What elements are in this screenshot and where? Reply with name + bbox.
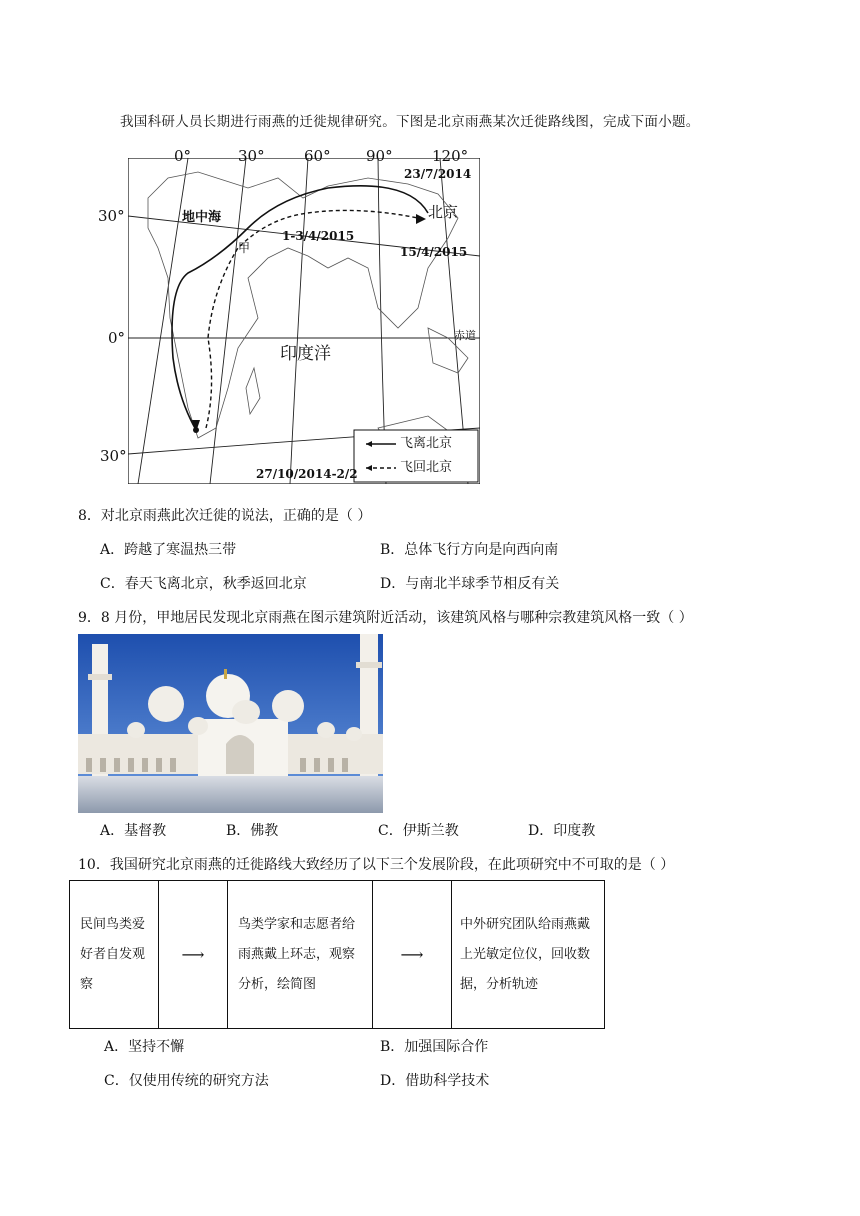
- stage-1-text: 民间鸟类爱好者自发观察: [80, 916, 146, 992]
- q10-option-a: A．坚持不懈: [104, 1039, 185, 1055]
- label-mediterranean: 地中海: [182, 210, 222, 225]
- q8-option-d: D．与南北半球季节相反有关: [380, 576, 560, 592]
- date-label-3: 15/4/2015: [400, 245, 468, 259]
- date-label-2: 1-3/4/2015: [282, 229, 355, 243]
- q8-option-c: C．春天飞离北京，秋季返回北京: [100, 576, 307, 592]
- arrow-cell-1: [159, 881, 228, 1029]
- q10-option-b: B．加强国际合作: [380, 1039, 489, 1055]
- arrow-1-icon: ⟶: [181, 945, 205, 964]
- intro-text: 我国科研人员长期进行雨燕的迁徙规律研究。下图是北京雨燕某次迁徙路线图，完成下面小题。: [120, 114, 700, 130]
- stage-1-cell: [70, 881, 159, 1029]
- label-indian-ocean: 印度洋: [280, 344, 331, 364]
- stage-2-cell: [228, 881, 373, 1029]
- lon-label-30: 30°: [238, 147, 265, 165]
- q8-option-b: B．总体飞行方向是向西向南: [380, 542, 559, 558]
- lon-label-120: 120°: [432, 147, 469, 165]
- label-jia: 甲: [238, 241, 251, 255]
- lon-label-60: 60°: [304, 147, 331, 165]
- lat-label-30n: 30°: [98, 207, 125, 225]
- legend-return: 飞回北京: [400, 460, 453, 475]
- date-label-1: 23/7/2014: [404, 167, 472, 181]
- lon-label-0: 0°: [174, 147, 192, 165]
- label-equator: 赤道: [454, 329, 476, 342]
- q9-option-c: C．伊斯兰教: [378, 823, 459, 839]
- q8-stem: 8．对北京雨燕此次迁徙的说法，正确的是（ ）: [78, 508, 372, 524]
- q9-option-a: A．基督教: [100, 823, 167, 839]
- q8-option-a: A．跨越了寒温热三带: [100, 542, 237, 558]
- arrow-2-icon: ⟶: [400, 945, 424, 964]
- stage-3-text: 中外研究团队给雨燕戴上光敏定位仪，回收数据，分析轨迹: [460, 916, 591, 992]
- mosque-photo: [78, 634, 383, 813]
- q10-option-c: C．仅使用传统的研究方法: [104, 1073, 269, 1089]
- lat-label-30s: 30°: [100, 447, 127, 465]
- migration-map: [98, 147, 480, 484]
- legend-leave: 飞离北京: [400, 436, 453, 451]
- research-stage-table: [69, 880, 605, 1029]
- stage-2-text: 鸟类学家和志愿者给雨燕戴上环志，观察分析，绘简图: [238, 916, 356, 992]
- lon-label-90: 90°: [366, 147, 393, 165]
- stage-3-cell: [452, 881, 605, 1029]
- arrow-cell-2: [373, 881, 452, 1029]
- mosque-photo-svg: [78, 634, 383, 813]
- date-label-4: 27/10/2014-2/2: [256, 467, 358, 481]
- q9-option-d: D．印度教: [528, 823, 596, 839]
- q9-option-b: B．佛教: [226, 823, 279, 839]
- q10-option-d: D．借助科学技术: [380, 1073, 490, 1089]
- q10-stem: 10．我国研究北京雨燕的迁徙路线大致经历了以下三个发展阶段，在此项研究中不可取的是（ ）: [78, 857, 675, 873]
- lat-label-0: 0°: [108, 329, 126, 347]
- q9-stem: 9．8 月份，甲地居民发现北京雨燕在图示建筑附近活动，该建筑风格与哪种宗教建筑风格一致（ ）: [78, 610, 693, 626]
- label-beijing: 北京: [428, 203, 459, 221]
